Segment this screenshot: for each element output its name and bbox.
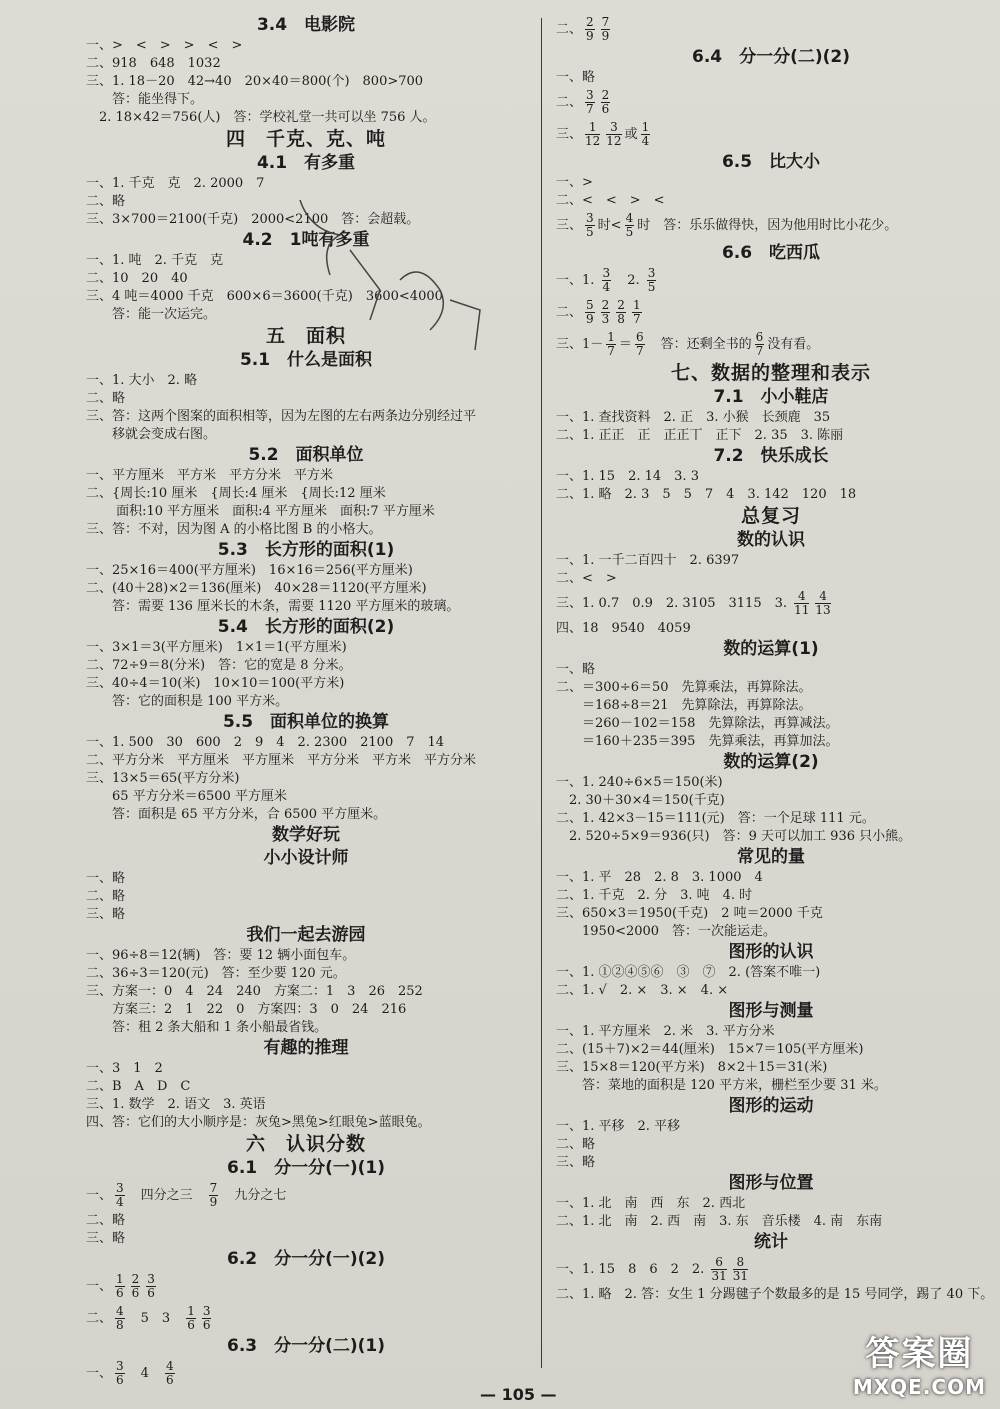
answer-line-fractions: [86, 1358, 526, 1390]
answer-line: 二、< < > <: [556, 193, 665, 208]
answer-line: 二、(40＋28)×2＝136(厘米) 40×28＝1120(平方厘米): [86, 581, 427, 596]
answer-line: 移就会变成右图。: [86, 427, 217, 442]
answer-text: ＝: [618, 337, 632, 352]
answer-text: 或: [624, 127, 638, 142]
right-column: [556, 14, 994, 1304]
answer-line: 二、略: [556, 1137, 596, 1152]
fraction: $\frac{5}{9}$: [586, 298, 594, 326]
fraction: $\frac{3}{4}$: [116, 1181, 124, 1209]
page-number: — 105 —: [480, 1385, 557, 1404]
answer-line: 二、10 20 40: [86, 271, 188, 286]
fraction: $\frac{2}{8}$: [617, 298, 625, 326]
answer-line: 二、＝300÷6＝50 先算乘法，再算除法。: [556, 680, 812, 695]
answer-line: 一、96÷8＝12(辆) 答：要 12 辆小面包车。: [86, 948, 356, 963]
answer-line: 二、1. 正正 正 正正丅 正下 2. 35 3. 陈丽: [556, 428, 844, 443]
section-heading: 数的认识: [737, 530, 805, 550]
answer-text: 三、: [556, 218, 583, 233]
section-heading: 5.4 长方形的面积(2): [217, 617, 395, 637]
fraction: $\frac{3}{5}$: [647, 266, 656, 294]
section-heading: 6.6 吃西瓜: [721, 243, 821, 263]
fraction: $\frac{3}{4}$: [602, 266, 611, 294]
fraction: $\frac{7}{9}$: [209, 1181, 218, 1209]
answer-line: 二、B A D C: [86, 1079, 191, 1094]
answer-line: 一、1. 千克 克 2. 2000 7: [86, 176, 265, 191]
section-heading: 6.2 分一分(一)(2): [226, 1249, 386, 1269]
answer-line: 一、1. 大小 2. 略: [86, 373, 198, 388]
answer-line: 一、1. 平方厘米 2. 米 3. 平方分米: [556, 1024, 775, 1039]
answer-line: 一、1. 平 28 2. 8 3. 1000 4: [556, 870, 763, 885]
answer-line: 三、1. 数学 2. 语文 3. 英语: [86, 1097, 266, 1112]
answer-line: 面积:10 平方厘米 面积:4 平方厘米 面积:7 平方厘米: [86, 504, 435, 519]
answer-line: 一、1. 240÷6×5＝150(米): [556, 775, 723, 790]
answer-line-fractions: [556, 329, 986, 361]
answer-text: 2.: [614, 273, 644, 288]
section-heading: 4.2 1吨有多重: [242, 230, 370, 250]
answer-line: 三、方案一：0 4 24 240 方案二：1 3 26 252: [86, 984, 423, 999]
section-heading: 我们一起去游园: [246, 925, 366, 945]
section-heading: 6.3 分一分(二)(1): [226, 1336, 386, 1356]
answer-text: 九分之七: [221, 1188, 287, 1203]
answer-text: 5 3: [127, 1311, 184, 1326]
chapter-heading: 七、数据的整理和表示: [670, 362, 871, 384]
answer-line: 二、< >: [556, 571, 617, 586]
answer-line: 一、1. 15 2. 14 3. 3: [556, 469, 699, 484]
fraction: $\frac{3}{7}$: [586, 88, 594, 116]
answer-line: 三、15×8＝120(平方米) 8×2＋15＝31(米): [556, 1060, 828, 1075]
fraction: $\frac{1}{6}$: [116, 1272, 124, 1300]
answer-text: 时<: [597, 218, 622, 233]
answer-line: 一、> < > > < >: [86, 38, 243, 53]
answer-line: 答：能一次运完。: [86, 307, 217, 322]
answer-line: 答：能坐得下。: [86, 92, 204, 107]
answer-text: 三、1－: [556, 337, 604, 352]
answer-line: 二、略: [86, 391, 126, 406]
answer-line: 一、3 1 2: [86, 1061, 163, 1076]
answer-text: 二、: [556, 95, 583, 110]
answer-line: 答：面积是 65 平方分米，合 6500 平方厘米。: [86, 807, 387, 822]
answer-line: 答：租 2 条大船和 1 条小船最省钱。: [86, 1020, 328, 1035]
answer-line: 二、1. 千克 2. 分 3. 吨 4. 时: [556, 888, 753, 903]
answer-line: 三、4 吨＝4000 千克 600×6＝3600(千克) 3600<4000: [86, 289, 443, 304]
answer-line: 二、平方分米 平方厘米 平方厘米 平方分米 平方米 平方分米: [86, 753, 477, 768]
answer-line: 答：菜地的面积是 120 平方米，栅栏至少要 31 米。: [556, 1078, 887, 1093]
section-heading: 7.1 小小鞋店: [713, 387, 829, 407]
answer-text: 4: [127, 1366, 162, 1381]
answer-line: 二、1. √ 2. × 3. × 4. ×: [556, 983, 729, 998]
chapter-heading: 总复习: [740, 505, 801, 527]
answer-line: 一、1. 吨 2. 千克 克: [86, 253, 224, 268]
fraction: $\frac{6}{31}$: [711, 1255, 727, 1283]
answer-line: 二、36÷3＝120(元) 答：至少要 120 元。: [86, 966, 346, 981]
fraction: $\frac{6}{7}$: [635, 330, 644, 358]
answer-line: 一、平方厘米 平方米 平方分米 平方米: [86, 468, 334, 483]
answer-line: 三、1. 18－20 42→40 20×40＝800(个) 800>700: [86, 74, 424, 89]
answer-text: 三、1. 0.7 0.9 2. 3105 3115 3.: [556, 596, 792, 611]
section-heading: 常见的量: [737, 847, 805, 867]
answer-line: 一、25×16＝400(平方厘米) 16×16＝256(平方厘米): [86, 563, 413, 578]
answer-line: 二、1. 北 南 2. 西 南 3. 东 音乐楼 4. 南 东南: [556, 1214, 883, 1229]
fraction: $\frac{2}{9}$: [586, 15, 594, 43]
answer-line: 二、1. 略 2. 答：女生 1 分踢毽子个数最多的是 15 号同学，踢了 40 下。: [556, 1287, 994, 1302]
watermark-logo: [853, 1326, 986, 1399]
answer-text: 四分之三: [127, 1188, 206, 1203]
answer-text: 三、: [556, 127, 583, 142]
chapter-heading: 六 认识分数: [245, 1133, 366, 1155]
fraction: $\frac{2}{6}$: [601, 88, 610, 116]
fraction: $\frac{3}{6}$: [202, 1304, 211, 1332]
answer-text: 没有看。: [767, 337, 820, 352]
fraction: $\frac{3}{6}$: [116, 1359, 124, 1387]
answer-line-fractions: [86, 1271, 526, 1303]
answer-line: 一、1. 北 南 西 东 2. 西北: [556, 1196, 746, 1211]
answer-line: 一、>: [556, 175, 593, 190]
answer-line: 一、1. 查找资料 2. 正 3. 小猴 长颈鹿 35: [556, 410, 831, 425]
answer-line: 2. 30＋30×4＝150(千克): [556, 793, 725, 808]
section-heading: 数学好玩: [272, 825, 340, 845]
answer-line: 二、1. 略 2. 3 5 5 7 4 3. 142 120 18: [556, 487, 857, 502]
fraction: $\frac{4}{13}$: [815, 589, 831, 617]
section-heading: 图形的认识: [728, 942, 814, 962]
answer-line: 一、1. 平移 2. 平移: [556, 1119, 681, 1134]
fraction: $\frac{4}{6}$: [165, 1359, 174, 1387]
fraction: $\frac{1}{4}$: [641, 120, 650, 148]
answer-line: 三、40÷4＝10(米) 10×10＝100(平方米): [86, 676, 345, 691]
answer-line: 二、略: [86, 1213, 126, 1228]
section-heading: 5.1 什么是面积: [239, 350, 373, 370]
answer-line: 1950<2000 答：一次能运走。: [556, 924, 777, 939]
chapter-heading: 五 面积: [265, 325, 346, 347]
answer-text: 答：还剩全书的: [647, 337, 752, 352]
answer-line: 二、72÷9＝8(分米) 答：它的宽是 8 分米。: [86, 658, 352, 673]
fraction: $\frac{4}{5}$: [625, 211, 634, 239]
section-heading: 图形与测量: [728, 1001, 814, 1021]
answer-line-fractions: [556, 588, 986, 620]
fraction: $\frac{3}{5}$: [586, 211, 594, 239]
answer-line: 二、1. 42×3－15＝111(元) 答：一个足球 111 元。: [556, 811, 875, 826]
chapter-heading: 四 千克、克、吨: [225, 128, 386, 150]
answer-line: 方案三：2 1 22 0 方案四：3 0 24 216: [86, 1002, 407, 1017]
answer-line: 三、13×5＝65(平方分米): [86, 771, 240, 786]
fraction: $\frac{1}{6}$: [187, 1304, 195, 1332]
answer-line: 一、略: [86, 871, 126, 886]
section-heading: 3.4 电影院: [256, 15, 356, 35]
section-heading: 有趣的推理: [263, 1038, 349, 1058]
answer-line: 三、答：不对，因为图 A 的小格比图 B 的小格大。: [86, 522, 382, 537]
section-heading: 5.2 面积单位: [248, 445, 364, 465]
answer-line-fractions: [556, 265, 986, 297]
answer-line: 三、略: [86, 1231, 126, 1246]
answer-line: 65 平方分米＝6500 平方厘米: [86, 789, 287, 804]
answer-line: 二、(15＋7)×2＝44(厘米) 15×7＝105(平方厘米): [556, 1042, 864, 1057]
answer-text: 二、: [556, 22, 583, 37]
pencil-doodle: [280, 190, 520, 360]
answer-text: 一、: [86, 1188, 113, 1203]
answer-text: 一、1.: [556, 273, 599, 288]
watermark-main: 答案圈: [865, 1334, 974, 1374]
answer-line-fractions: [556, 87, 986, 119]
answer-line-fractions: [556, 14, 986, 46]
section-heading: 6.5 比大小: [721, 152, 821, 172]
answer-text: 二、: [86, 1311, 113, 1326]
answer-line: 2. 18×42＝756(人) 答：学校礼堂一共可以坐 756 人。: [86, 110, 436, 125]
section-heading: 7.2 快乐成长: [713, 446, 829, 466]
answer-line-fractions: [556, 297, 986, 329]
fraction: $\frac{4}{11}$: [794, 589, 810, 617]
fraction: $\frac{3}{6}$: [147, 1272, 155, 1300]
section-heading: 小小设计师: [263, 848, 349, 868]
answer-line-fractions: [556, 119, 986, 151]
answer-line: 一、1. ①②④⑤⑥ ③ ⑦ 2. (答案不唯一): [556, 965, 821, 980]
answer-line: ＝160＋235＝395 先算乘法，再算加法。: [556, 734, 839, 749]
fraction: $\frac{2}{6}$: [131, 1272, 140, 1300]
section-heading: 5.3 长方形的面积(1): [217, 540, 395, 560]
answer-text: 一、: [86, 1279, 113, 1294]
answer-line-fractions: [556, 210, 986, 242]
answer-text: 时 答：乐乐做得快，因为他用时比小花少。: [637, 218, 898, 233]
fraction: $\frac{4}{8}$: [116, 1304, 124, 1332]
answer-line: 二、918 648 1032: [86, 56, 221, 71]
section-heading: 图形的运动: [728, 1096, 814, 1116]
answer-line: 2. 520÷5×9＝936(只) 答：9 天可以加工 936 只小熊。: [556, 829, 912, 844]
answer-text: 一、: [86, 1366, 113, 1381]
answer-line-fractions: [556, 1254, 986, 1286]
fraction: $\frac{3}{12}$: [606, 120, 622, 148]
section-heading: 5.5 面积单位的换算: [222, 712, 390, 732]
fraction: $\frac{6}{7}$: [755, 330, 764, 358]
section-heading: 4.1 有多重: [256, 153, 356, 173]
answer-line: 二、略: [86, 889, 126, 904]
section-heading: 统计: [754, 1232, 788, 1252]
answer-line: 三、3×700＝2100(千克) 2000<2100 答：会超载。: [86, 212, 420, 227]
answer-line: 一、1. 500 30 600 2 9 4 2. 2300 2100 7 14: [86, 735, 445, 750]
fraction: $\frac{1}{7}$: [632, 298, 641, 326]
section-heading: 6.1 分一分(一)(1): [226, 1158, 386, 1178]
section-heading: 数的运算(2): [723, 752, 819, 772]
answer-line: 答：它的面积是 100 平方米。: [86, 694, 289, 709]
fraction: $\frac{2}{3}$: [601, 298, 610, 326]
answer-line: 四、18 9540 4059: [556, 621, 691, 636]
watermark-url: MXQE.COM: [852, 1375, 986, 1399]
answer-line: 一、略: [556, 662, 596, 677]
fraction: $\frac{7}{9}$: [601, 15, 610, 43]
answer-line: 三、答：这两个图案的面积相等，因为左图的左右两条边分别经过平: [86, 409, 477, 424]
answer-line: 二、{周长:10 厘米 {周长:4 厘米 {周长:12 厘米: [86, 486, 386, 501]
answer-line: 一、1. 一千二百四十 2. 6397: [556, 553, 740, 568]
answer-line: ＝168÷8＝21 先算除法，再算除法。: [556, 698, 812, 713]
fraction: $\frac{8}{31}$: [732, 1255, 748, 1283]
answer-line: 三、略: [86, 907, 126, 922]
answer-line: 一、略: [556, 70, 596, 85]
answer-line-fractions: [86, 1303, 526, 1335]
answer-line: 三、略: [556, 1155, 596, 1170]
section-heading: 图形与位置: [728, 1173, 814, 1193]
section-heading: 6.4 分一分(二)(2): [691, 47, 851, 67]
answer-line: 一、3×1＝3(平方厘米) 1×1＝1(平方厘米): [86, 640, 347, 655]
answer-text: 一、1. 15 8 6 2 2.: [556, 1262, 709, 1277]
section-heading: 数的运算(1): [723, 639, 819, 659]
answer-text: 二、: [556, 305, 583, 320]
answer-line: 二、略: [86, 194, 126, 209]
answer-line: 四、答：它们的大小顺序是：灰兔>黑兔>红眼兔>蓝眼兔。: [86, 1115, 431, 1130]
answer-line-fractions: [86, 1180, 526, 1212]
answer-line: 三、650×3＝1950(千克) 2 吨＝2000 千克: [556, 906, 823, 921]
answer-line: 答：需要 136 厘米长的木条，需要 1120 平方厘米的玻璃。: [86, 599, 460, 614]
column-divider: [541, 18, 542, 1368]
fraction: $\frac{1}{7}$: [607, 330, 615, 358]
answer-line: ＝260－102＝158 先算除法，再算减法。: [556, 716, 839, 731]
fraction: $\frac{1}{12}$: [585, 120, 601, 148]
